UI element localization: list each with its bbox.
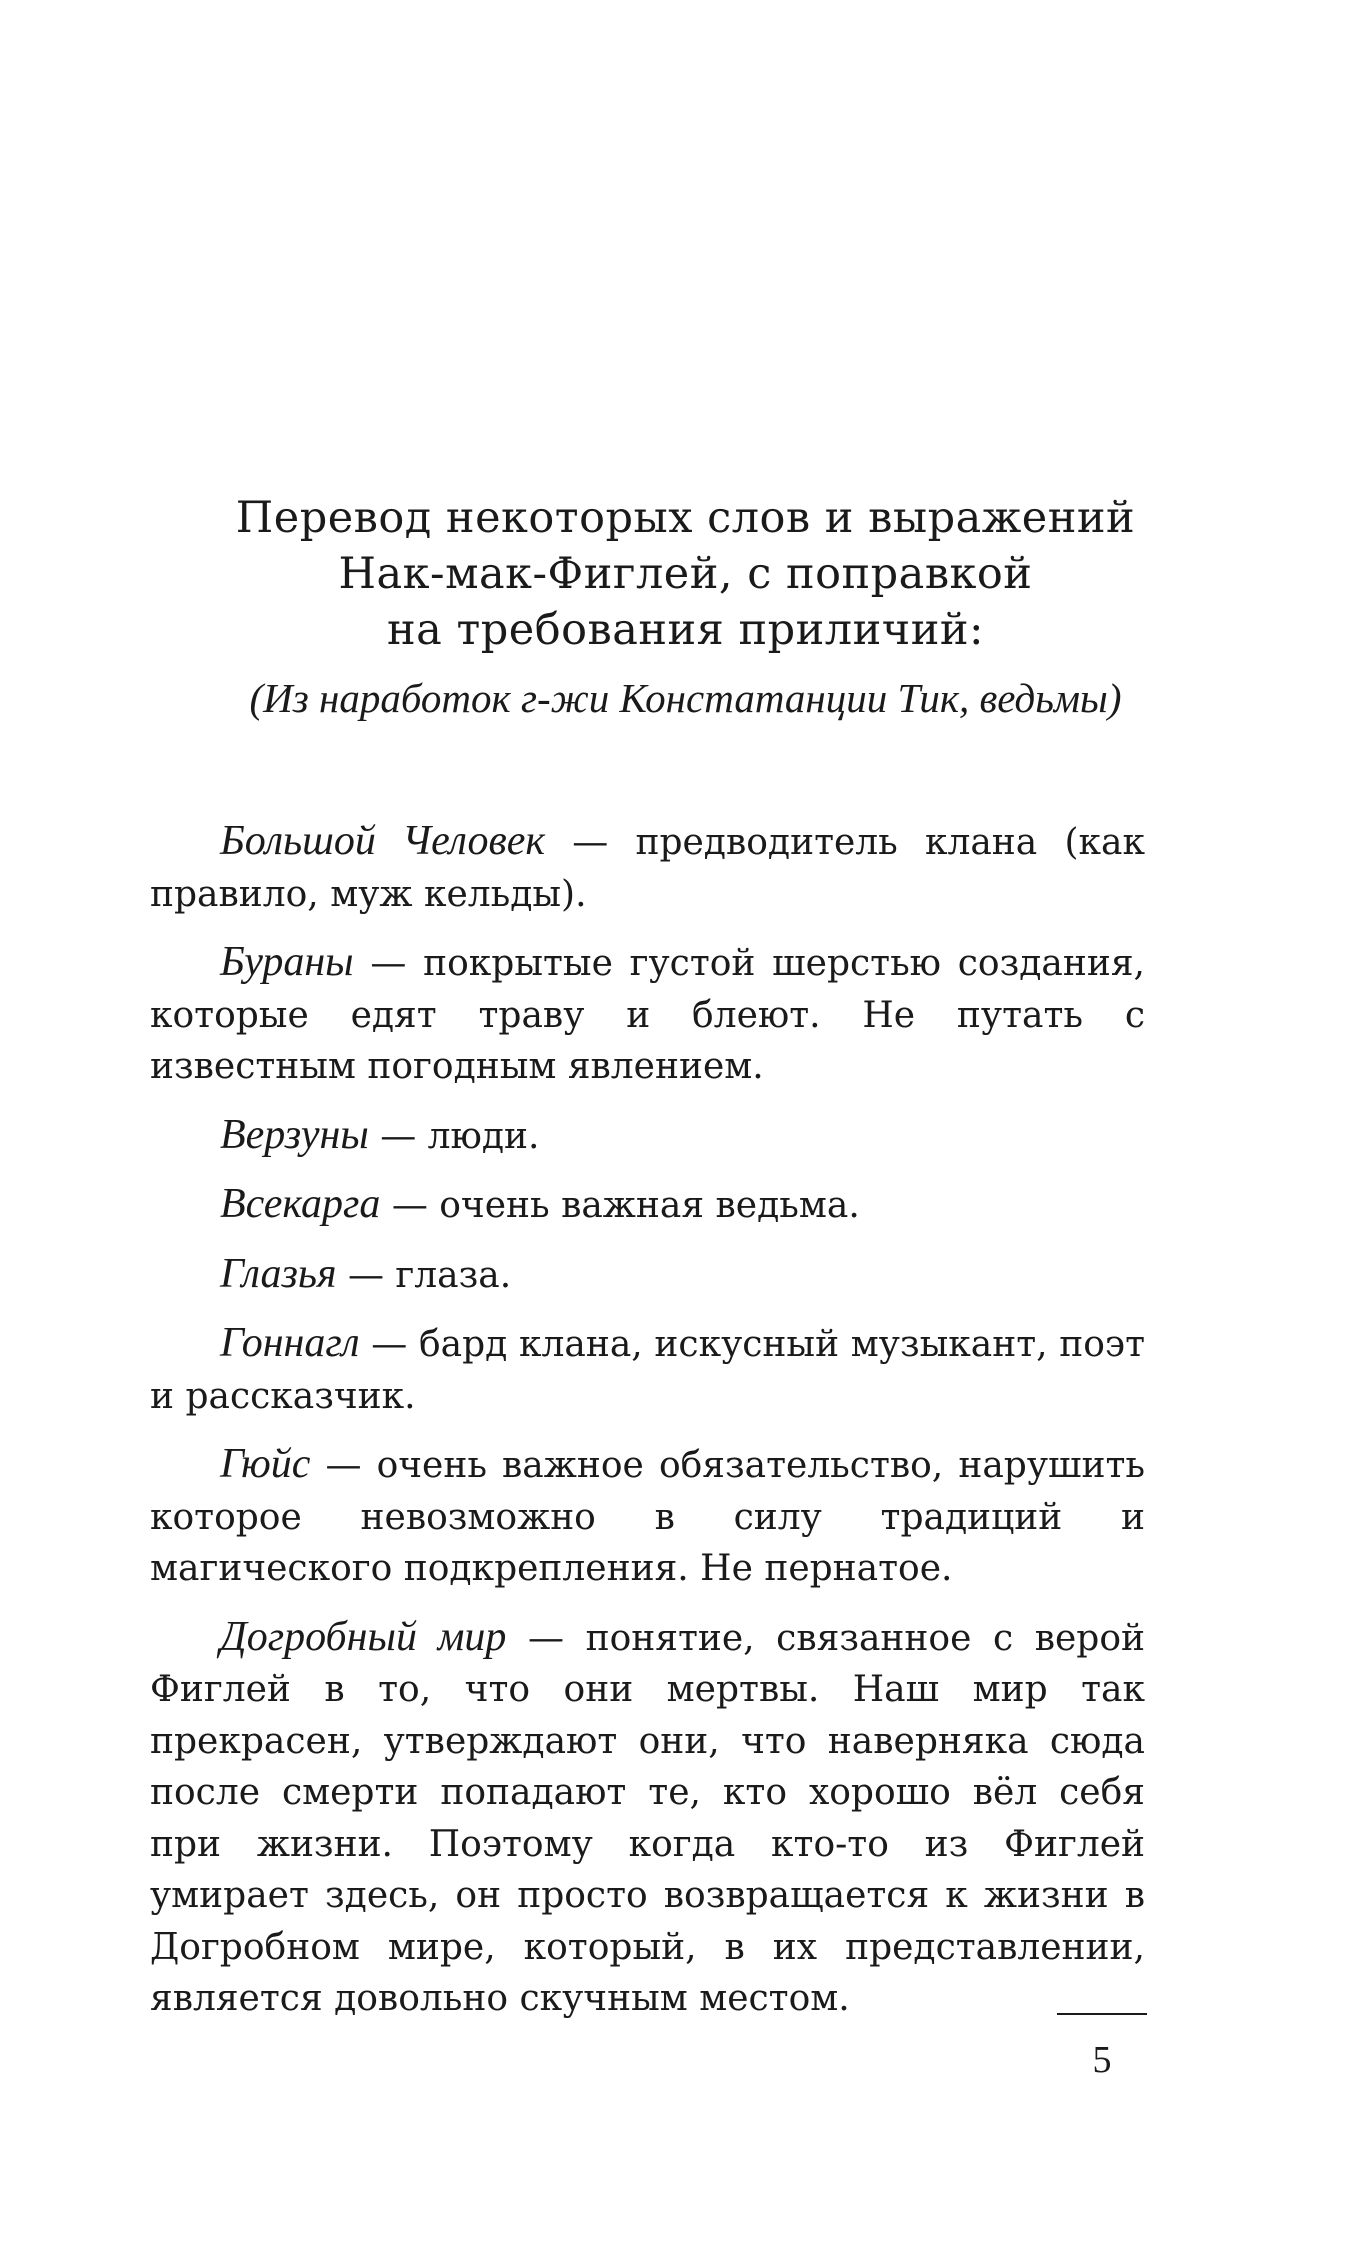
glossary-term: Бураны (220, 939, 354, 985)
section-subtitle: (Из наработок г-жи Констатанции Тик, ведьмы) (249, 675, 1122, 721)
glossary-entry (150, 816, 1145, 920)
glossary-definition: — люди. (368, 1115, 540, 1157)
glossary-definition: — очень важная ведьма. (380, 1185, 860, 1226)
section-heading (150, 490, 1221, 658)
glossary-definition: — покрытые густой шерстью создания, которые едят траву и блеют. Не путать с известным погодным явлением. (150, 943, 1145, 1087)
glossary-entry (150, 1439, 1145, 1595)
glossary-entry (150, 1318, 1145, 1422)
glossary-term: Гоннагл (220, 1320, 360, 1366)
glossary-term: Гюйс (220, 1441, 311, 1487)
glossary-definition: — бард клана, искусный музыкант, поэт и рассказчик. (150, 1324, 1145, 1417)
glossary-entry (150, 1249, 1145, 1302)
glossary-term: Догробный мир (220, 1613, 507, 1660)
glossary-definition: — понятие, связанное с верой Фиглей в то, что они мертвы. Наш мир так прекрасен, утверждают они, что наверняка сюда после смерти попадают те, кто хорошо вёл себя при жизни. Поэтому когда кто-то из Фиглей умирает здесь, он просто возвращается к жизни в Догробном мире, который, в их представлении, является довольно скучным местом. (150, 1617, 1145, 2019)
heading-line: Перевод некоторых слов и выражений (235, 493, 1136, 543)
glossary-definition: — глаза. (336, 1254, 512, 1296)
glossary-definition: — предводитель клана (как правило, муж кельды). (150, 822, 1145, 915)
page-number: 5 (1092, 2039, 1112, 2081)
glossary-entry (150, 1612, 1145, 2025)
glossary-term: Всекарга (220, 1181, 381, 1227)
glossary-entry (150, 1110, 1145, 1163)
glossary-entry (150, 1179, 1145, 1232)
page-number-rule (1057, 2013, 1147, 2015)
glossary-list (150, 816, 1145, 2042)
glossary-term: Верзуны (220, 1111, 369, 1158)
heading-line: на требования приличий: (386, 605, 985, 655)
glossary-definition: — очень важное обязательство, нарушить которое невозможно в силу традиций и магического подкрепления. Не пернатое. (150, 1445, 1145, 1589)
heading-line: Нак-мак-Фиглей, с поправкой (338, 549, 1033, 599)
glossary-entry (150, 937, 1145, 1093)
glossary-term: Большой Человек (220, 818, 546, 864)
glossary-term: Глазья (220, 1250, 337, 1297)
